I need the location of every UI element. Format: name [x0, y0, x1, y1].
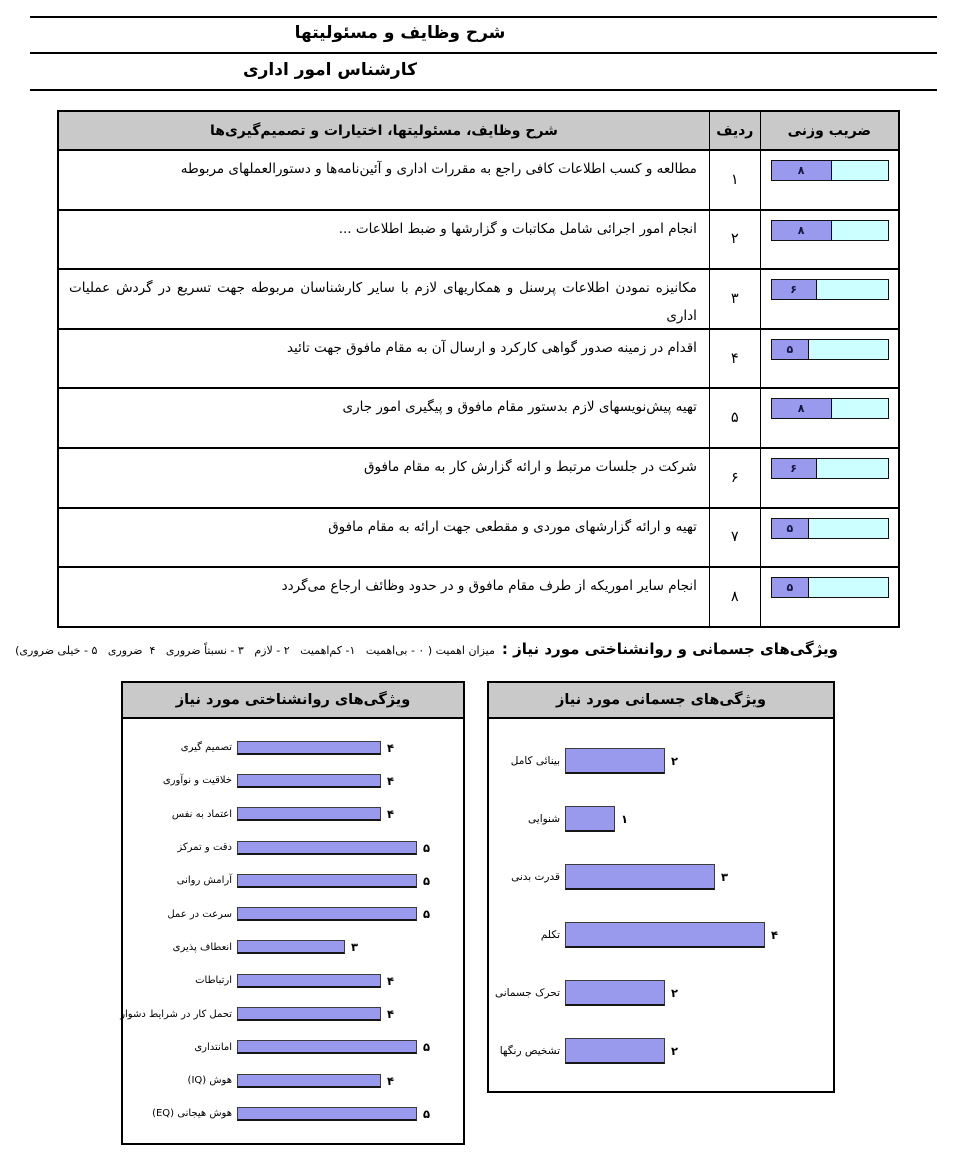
section-title: ویژگی‌های جسمانی و روانشناختی مورد نیاز :	[501, 640, 838, 658]
duty-description: انجام سایر اموریکه از طرف مقام مافوق و در حدود وظائف ارجاع می‌گردد	[281, 578, 697, 595]
gauge-value: ۸	[797, 402, 805, 416]
bar	[237, 874, 417, 888]
bar-label: تصمیم گیری	[180, 742, 232, 754]
duty-description: مکانیزه نمودن اطلاعات پرسنل و همکاریهای لازم با سایر کارشناسان مربوطه جهت تسریع در گردش عملیات اداری	[69, 280, 697, 325]
bar-label: شنوایی	[528, 813, 560, 825]
bar-row	[123, 897, 463, 930]
bar-row	[123, 731, 463, 764]
bar	[565, 806, 615, 832]
bar-value: ۵	[423, 1040, 431, 1055]
bar-value: ۱	[621, 812, 629, 826]
bar	[565, 748, 665, 774]
weight-gauge	[771, 458, 889, 479]
gauge-fill	[772, 280, 817, 299]
bar-value: ۲	[671, 1044, 679, 1058]
bar-label: دقت و تمرکز	[177, 842, 232, 854]
weight-cell	[761, 509, 898, 567]
bar-row	[123, 1097, 463, 1130]
duty-description: انجام امور اجرائی شامل مکاتبات و گزارشها و ضبط اطلاعات ...	[338, 220, 697, 237]
bar-value: ۴	[387, 807, 395, 822]
bar-label: تشخیص رنگها	[499, 1045, 560, 1057]
table-row	[59, 387, 898, 447]
gauge-rest	[832, 221, 888, 240]
bar-value: ۴	[387, 1073, 395, 1088]
duty-description: تهیه پیش‌نویسهای لازم بدستور مقام مافوق و پیگیری امور جاری	[342, 399, 697, 416]
bar	[237, 741, 381, 755]
section-line	[15, 640, 838, 658]
bar	[565, 1038, 665, 1064]
bar-value: ۲	[671, 986, 679, 1000]
table-row	[59, 328, 898, 388]
gauge-value: ۵	[786, 581, 794, 595]
bar-value: ۵	[423, 907, 431, 922]
bar	[565, 922, 765, 948]
document-title: شرح وظایف و مسئولیتها	[294, 23, 506, 43]
bar-row	[123, 864, 463, 897]
gauge-rest	[817, 459, 888, 478]
weight-gauge	[771, 398, 889, 419]
bar-row	[489, 848, 833, 906]
bar	[237, 1107, 417, 1121]
weight-cell	[761, 211, 898, 269]
bar-row	[489, 790, 833, 848]
bar-row	[123, 1064, 463, 1097]
bar	[237, 1074, 381, 1088]
bar-label: انعطاف پذیری	[172, 941, 232, 953]
row-number: ۲	[709, 211, 761, 269]
weight-gauge	[771, 220, 889, 241]
bar-label: هوش (IQ)	[187, 1075, 232, 1087]
bar-label: خلاقیت و نوآوری	[162, 775, 232, 787]
row-number: ۵	[709, 389, 761, 447]
weight-gauge	[771, 518, 889, 539]
bar-row	[489, 906, 833, 964]
weight-cell	[761, 270, 898, 328]
bar-label: قدرت بدنی	[511, 871, 560, 883]
bar	[237, 940, 345, 954]
bar-value: ۴	[387, 973, 395, 988]
bar-value: ۵	[423, 873, 431, 888]
gauge-value: ۸	[797, 223, 805, 237]
chart-psychological	[121, 681, 465, 1145]
weight-gauge	[771, 160, 889, 181]
weight-cell	[761, 389, 898, 447]
bar-label: بینائی کامل	[510, 755, 560, 767]
bar	[237, 1040, 417, 1054]
bar-row	[123, 798, 463, 831]
table-row	[59, 507, 898, 567]
bar	[237, 841, 417, 855]
chart-physical-title: ویژگی‌های جسمانی مورد نیاز	[489, 683, 833, 719]
bar-row	[123, 764, 463, 797]
bar	[237, 974, 381, 988]
gauge-rest	[832, 161, 888, 180]
weight-gauge	[771, 577, 889, 598]
chart-physical	[487, 681, 835, 1093]
bar-label: تحرک جسمانی	[494, 987, 560, 999]
bar-value: ۴	[387, 773, 395, 788]
table-row	[59, 209, 898, 269]
header-cell-description: شرح وظایف، مسئولیتها، اختیارات و تصمیم‌گیری‌ها	[209, 122, 558, 139]
bar-label: تکلم	[540, 929, 560, 941]
duties-table-body	[59, 149, 898, 626]
row-number: ۱	[709, 151, 761, 209]
gauge-value: ۶	[790, 283, 797, 297]
bar-value: ۴	[387, 1007, 395, 1022]
duty-description: مطالعه و کسب اطلاعات کافی راجع به مقررات اداری و آئین‌نامه‌ها و دستورالعملهای مربوطه	[180, 161, 697, 177]
chart-psychological-plot	[120, 719, 463, 1131]
bar-value: ۵	[423, 840, 431, 855]
top-rule-1	[30, 16, 937, 18]
header-cell-weight: ضریب وزنی	[787, 122, 872, 139]
gauge-rest	[809, 519, 888, 538]
table-header-row	[59, 112, 898, 149]
gauge-value: ۸	[797, 164, 805, 177]
table-row	[59, 447, 898, 507]
gauge-rest	[809, 578, 888, 597]
row-number: ۷	[709, 509, 761, 567]
gauge-fill	[772, 221, 832, 240]
bar-label: آرامش روانی	[176, 875, 232, 887]
bar-label: تحمل کار در شرایط دشوار	[120, 1008, 232, 1020]
table-row	[59, 566, 898, 626]
gauge-fill	[772, 340, 809, 359]
table-row	[59, 268, 898, 328]
gauge-fill	[772, 161, 832, 180]
row-number: ۸	[709, 568, 761, 626]
chart-physical-plot	[489, 719, 833, 1080]
gauge-fill	[772, 459, 817, 478]
weight-cell	[761, 330, 898, 388]
row-number: ۶	[709, 449, 761, 507]
bar	[237, 907, 417, 921]
top-rule-3	[30, 89, 937, 91]
chart-psychological-title: ویژگی‌های روانشناختی مورد نیاز	[123, 683, 463, 719]
duty-description: اقدام در زمینه صدور گواهی کارکرد و ارسال آن به مقام مافوق جهت تائید	[286, 339, 697, 356]
duty-description: تهیه و ارائه گزارشهای موردی و مقطعی جهت ارائه به مقام مافوق	[328, 518, 697, 535]
bar-row	[120, 997, 463, 1030]
bar	[565, 864, 715, 890]
bar-label: اعتماد به نفس	[171, 808, 232, 820]
row-number: ۳	[709, 270, 761, 328]
bar-value: ۲	[671, 754, 679, 768]
weight-cell	[761, 151, 898, 209]
duties-table	[57, 110, 900, 628]
table-row	[59, 149, 898, 209]
bar-label: امانتداری	[194, 1041, 232, 1053]
bar	[237, 1007, 381, 1021]
bar	[237, 807, 381, 821]
bar-value: ۴	[771, 928, 779, 942]
header-cell-row-number: ردیف	[709, 112, 761, 149]
bar-label: ارتباطات	[195, 975, 232, 987]
gauge-value: ۵	[786, 342, 794, 356]
bar-row	[123, 1031, 463, 1064]
bar-row	[489, 1022, 833, 1080]
job-title: کارشناس امور اداری	[243, 60, 417, 80]
bar	[565, 980, 665, 1006]
gauge-rest	[809, 340, 888, 359]
bar-row	[123, 931, 463, 964]
gauge-fill	[772, 399, 832, 418]
bar-row	[489, 732, 833, 790]
importance-scale-legend: میزان اهمیت ( ۰ - بی‌اهمیت ۱- کم‌اهمیت ۲ - لازم ۳ - نسبتاً ضروری ۴ ضروری ۵ - خیلی ضروری)	[15, 644, 495, 657]
bar-value: ۳	[721, 870, 729, 884]
gauge-rest	[832, 399, 888, 418]
bar-value: ۴	[387, 740, 395, 755]
bar-value: ۵	[423, 1106, 431, 1121]
bar-label: سرعت در عمل	[167, 908, 232, 920]
weight-cell	[761, 568, 898, 626]
bar-row	[123, 831, 463, 864]
bar-row	[489, 964, 833, 1022]
gauge-fill	[772, 578, 809, 597]
bar	[237, 774, 381, 788]
gauge-value: ۶	[790, 461, 797, 475]
gauge-value: ۵	[786, 521, 794, 535]
bar-row	[123, 964, 463, 997]
row-number: ۴	[709, 330, 761, 388]
weight-cell	[761, 449, 898, 507]
bar-label: هوش هیجانی (EQ)	[152, 1108, 232, 1120]
gauge-fill	[772, 519, 809, 538]
weight-gauge	[771, 279, 889, 300]
duty-description: شرکت در جلسات مرتبط و ارائه گزارش کار به مقام مافوق	[364, 458, 697, 475]
weight-gauge	[771, 339, 889, 360]
gauge-rest	[817, 280, 888, 299]
top-rule-2	[30, 52, 937, 54]
bar-value: ۳	[351, 940, 359, 955]
